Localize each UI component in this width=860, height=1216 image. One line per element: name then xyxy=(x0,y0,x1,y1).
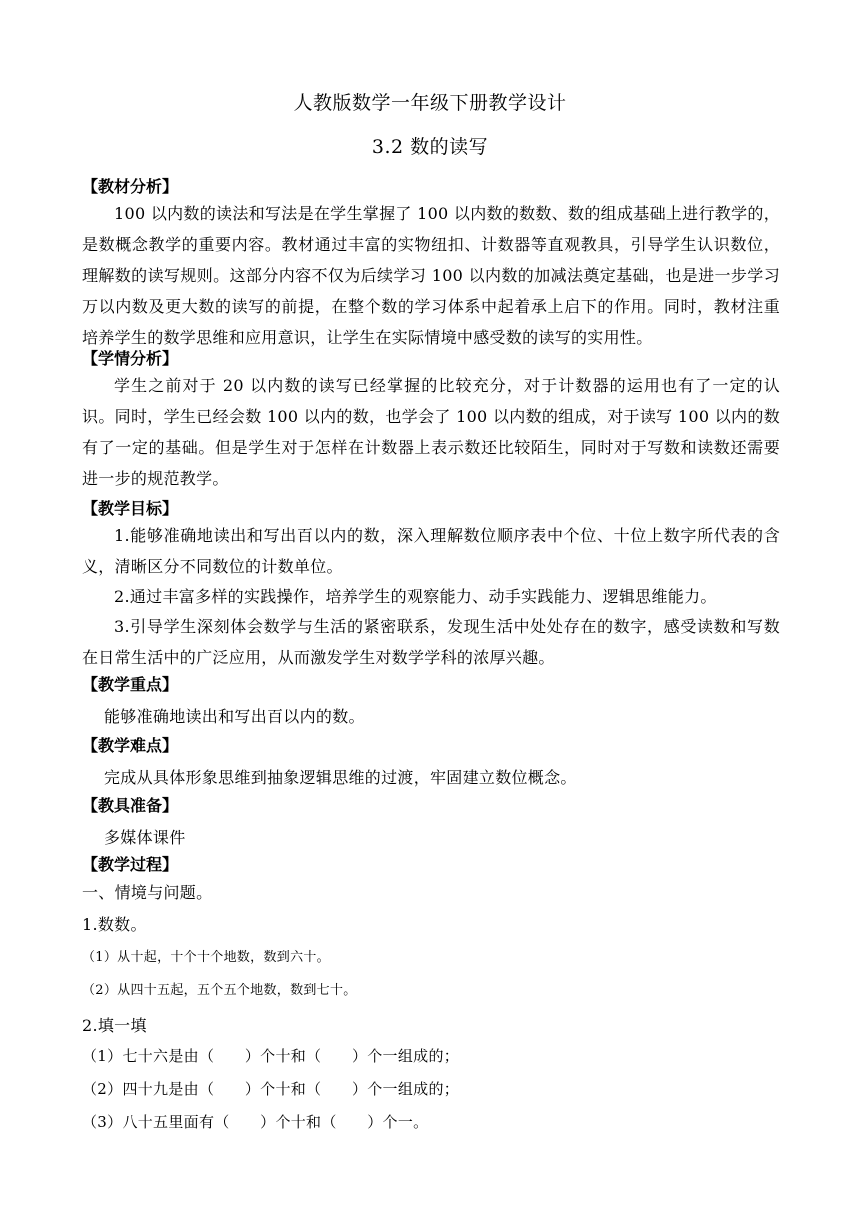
process-item-1: 1.数数。 xyxy=(82,915,147,934)
material-analysis-text: 100 以内数的读法和写法是在学生掌握了 100 以内数的数数、数的组成基础上进行教学的，是数概念教学的重要内容。教材通过丰富的实物纽扣、计数器等直观教具，引导学生认识数位，理解数的读写规则。这部分内容不仅为后续学习 100 以内数的加减法奠定基础，也是进一步学习万以内数及更大数的读写的前提，在整个数的学习体系中起着承上启下的作用。同时，教材注重培养学生的数学思维和应用意识，让学生在实际情境中感受数的读写的实用性。 xyxy=(82,204,780,347)
heading-teaching-process: 【教学过程】 xyxy=(82,855,179,874)
process-item-2-3: （3）八十五里面有（ ）个十和（ ）个一。 xyxy=(82,1113,429,1131)
heading-teaching-tools: 【教具准备】 xyxy=(82,796,179,815)
heading-material-analysis: 【教材分析】 xyxy=(82,177,179,196)
process-item-2-1: （1）七十六是由（ ）个十和（ ）个一组成的； xyxy=(82,1047,460,1065)
goal-3-text: 3.引导学生深刻体会数学与生活的紧密联系，发现生活中处处存在的数字，感受读数和写数在日常生活中的广泛应用，从而激发学生对数学学科的浓厚兴趣。 xyxy=(82,617,780,667)
heading-student-analysis: 【学情分析】 xyxy=(82,349,179,368)
document-title: 人教版数学一年级下册教学设计 xyxy=(293,92,567,114)
goal-2-text: 2.通过丰富多样的实践操作，培养学生的观察能力、动手实践能力、逻辑思维能力。 xyxy=(114,587,717,606)
student-analysis-text: 学生之前对于 20 以内数的读写已经掌握的比较充分，对于计数器的运用也有了一定的认识。同时，学生已经会数 100 以内的数，也学会了 100 以内数的组成，对于读写 100 以内的数有了一定的基础。但是学生对于怎样在计数器上表示数还比较陌生，同时对于写数和读数还需要进一步的规范教学。 xyxy=(82,376,780,488)
process-item-2-2: （2）四十九是由（ ）个十和（ ）个一组成的； xyxy=(82,1080,460,1098)
process-item-2: 2.填一填 xyxy=(82,1016,147,1035)
goal-1-text: 1.能够准确地读出和写出百以内的数，深入理解数位顺序表中个位、十位上数字所代表的含义，清晰区分不同数位的计数单位。 xyxy=(82,526,780,576)
difficult-points-text: 完成从具体形象思维到抽象逻辑思维的过渡，牢固建立数位概念。 xyxy=(104,768,577,787)
heading-key-points: 【教学重点】 xyxy=(82,675,179,694)
process-item-1-2: （2）从四十五起，五个五个地数，数到七十。 xyxy=(82,983,357,998)
teaching-tools-text: 多媒体课件 xyxy=(104,828,186,847)
heading-difficult-points: 【教学难点】 xyxy=(82,736,179,755)
process-item-1-1: （1）从十起，十个十个地数，数到六十。 xyxy=(82,950,330,965)
heading-teaching-goals: 【教学目标】 xyxy=(82,499,179,518)
document-subtitle: 3.2 数的读写 xyxy=(371,136,489,158)
key-points-text: 能够准确地读出和写出百以内的数。 xyxy=(104,707,365,726)
process-part-1: 一、情境与问题。 xyxy=(82,883,213,902)
